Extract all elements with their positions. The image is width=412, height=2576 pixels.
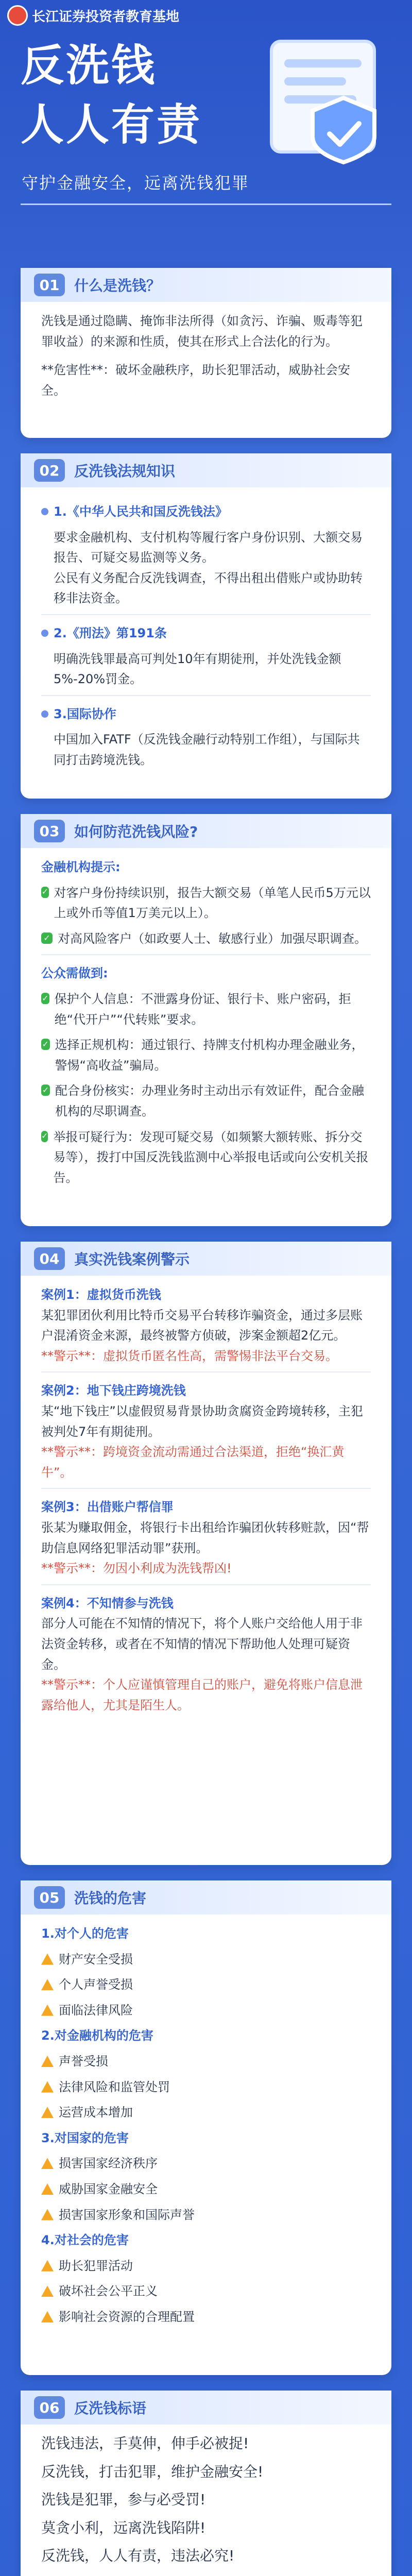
case-body: 部分人可能在不知情的情况下，将个人账户交给他人用于非法资金转移，或者在不知情的情况下帮助他人处理可疑资金。	[41, 1616, 363, 1672]
section-header	[21, 268, 391, 302]
harm-item-text: 助长犯罪活动	[59, 2258, 133, 2273]
law-heading: 2.《刑法》第191条	[54, 625, 167, 640]
harm-item	[41, 2307, 371, 2328]
case-heading: 案例3：出借账户帮信罪	[41, 1500, 174, 1515]
section-body	[21, 848, 391, 1205]
case-body: 某犯罪团伙利用比特币交易平台转移诈骗资金，通过多层账户混淆资金来源，最终被警方侦破，涉案金额超2亿元。	[41, 1308, 363, 1343]
divider	[41, 614, 371, 615]
public-item	[41, 1127, 371, 1189]
check-icon: ✓	[41, 1131, 48, 1142]
harm-item-text: 财产安全受损	[59, 1952, 133, 1967]
section-number: 06	[34, 2396, 65, 2419]
warning-icon	[41, 2107, 54, 2118]
logo-icon	[7, 5, 28, 26]
institution-item-text: 对高风险客户（如政要人士、敏感行业）加强尽职调查。	[58, 931, 367, 946]
header	[0, 0, 412, 268]
document-shield-illustration	[253, 36, 398, 165]
section-title: 反洗钱法规知识	[74, 463, 176, 480]
law-item	[41, 623, 371, 644]
law-heading: 3.国际协作	[54, 706, 116, 721]
section-title: 反洗钱标语	[74, 2400, 147, 2417]
harm-item-text: 影响社会资源的合理配置	[59, 2309, 195, 2324]
public-item	[41, 1035, 371, 1076]
slogan-list	[21, 2425, 391, 2576]
law-body: 中国加入FATF（反洗钱金融行动特别工作组），与国际共同打击跨境洗钱。	[54, 732, 360, 767]
harm-item-text: 法律风险和监管处罚	[59, 2079, 170, 2094]
section-header	[21, 814, 391, 848]
warning-icon	[41, 2183, 54, 2195]
warning-icon	[41, 2056, 54, 2067]
section-body	[21, 302, 391, 420]
section-title: 什么是洗钱？	[74, 277, 161, 294]
harm-item	[41, 2001, 371, 2021]
divider	[41, 1371, 371, 1372]
check-icon: ✓	[41, 933, 53, 944]
harm-item-text: 损害国家形象和国际声誉	[59, 2207, 195, 2222]
divider	[41, 1584, 371, 1585]
harm-group-heading: 3.对国家的危害	[41, 2130, 129, 2145]
title-line-2: 人人有责	[21, 99, 202, 150]
warning-icon	[41, 2285, 54, 2297]
public-item-text: 保护个人信息：不泄露身份证、银行卡、账户密码，拒绝“代开户”“代转账”要求。	[54, 991, 351, 1027]
harm-item	[41, 1950, 371, 1970]
harm-item-text: 威胁国家金融安全	[59, 2181, 158, 2196]
section-title: 洗钱的危害	[74, 1890, 147, 1907]
public-item	[41, 989, 371, 1030]
check-icon: ✓	[41, 993, 49, 1004]
bullet-icon	[41, 508, 48, 515]
harm-group-heading: 1.对个人的危害	[41, 1926, 129, 1941]
section-what-is-money-laundering	[21, 268, 391, 438]
check-icon: ✓	[41, 1084, 50, 1096]
harm-item	[41, 2103, 371, 2123]
warning-icon	[41, 2005, 54, 2016]
harm-item-text: 个人声誉受损	[59, 1977, 133, 1992]
slogan-item: 洗钱违法，手莫伸，伸手必被捉!	[41, 2435, 249, 2452]
harm-item-text: 面临法律风险	[59, 2003, 133, 2018]
divider	[41, 695, 371, 696]
slogan-item: 莫贪小利，远离洗钱陷阱!	[41, 2519, 206, 2536]
divider	[41, 954, 371, 955]
public-item	[41, 1081, 371, 1122]
section-harm	[21, 1880, 391, 2375]
section-header	[21, 1242, 391, 1276]
section-number: 02	[34, 459, 65, 482]
harm-item-text: 破坏社会公平正义	[59, 2284, 158, 2299]
harm-item	[41, 2281, 371, 2302]
brand-name: 长江证券投资者教育基地	[32, 9, 180, 25]
case-heading: 案例1：虚拟货币洗钱	[41, 1287, 161, 1302]
institution-item-text: 对客户身份持续识别，报告大额交易（单笔人民币5万元以上或外币等值1万美元以上）。	[54, 885, 371, 921]
harm-item	[41, 2052, 371, 2072]
harm-item-text: 声誉受损	[59, 2054, 108, 2069]
section-number: 04	[34, 1247, 65, 1270]
warning-icon	[41, 2260, 54, 2272]
warning-icon	[41, 2081, 54, 2093]
warning-icon	[41, 2158, 54, 2169]
slogan-item: 反洗钱，打击犯罪，维护金融安全!	[41, 2463, 264, 2480]
institution-intro: 金融机构提示:	[41, 860, 121, 874]
section-slogans	[21, 2391, 391, 2576]
section-prevention	[21, 814, 391, 1226]
section-header	[21, 453, 391, 487]
brand-logo	[7, 5, 179, 26]
section-body	[21, 1914, 391, 2344]
slogan-item: 反洗钱，人人有责，违法必究!	[41, 2547, 235, 2565]
title-line-1: 反洗钱	[21, 40, 157, 91]
law-item	[41, 502, 371, 522]
section-header	[21, 2391, 391, 2425]
law-body: 明确洗钱罪最高可判处10年有期徒刑，并处洗钱金额5%-20%罚金。	[54, 651, 341, 687]
case-warning: **警示**：虚拟货币匿名性高，需警惕非法平台交易。	[41, 1348, 338, 1363]
harm-item-text: 损害国家经济秩序	[59, 2156, 158, 2171]
bullet-icon	[41, 710, 48, 718]
header-divider	[21, 204, 391, 205]
public-intro: 公众需做到:	[41, 966, 108, 981]
case-body: 张某为赚取佣金，将银行卡出租给诈骗团伙转移赃款，因“帮助信息网络犯罪活动罪”获刑。	[41, 1520, 369, 1555]
harm-item	[41, 2205, 371, 2226]
institution-item	[41, 929, 371, 950]
section-title: 如何防范洗钱风险?	[74, 823, 198, 840]
section-title: 真实洗钱案例警示	[74, 1251, 190, 1268]
case-warning: **警示**：跨境资金流动需通过合法渠道，拒绝“换汇黄牛”。	[41, 1445, 345, 1480]
law-body: 要求金融机构、支付机构等履行客户身份识别、大额交易报告、可疑交易监测等义务。 公民有义务配合反洗钱调查，不得出租出借账户或协助转移非法资金。	[54, 530, 363, 606]
public-item-text: 配合身份核实：办理业务时主动出示有效证件，配合金融机构的尽职调查。	[55, 1083, 365, 1118]
harm-item-text: 运营成本增加	[59, 2105, 133, 2120]
harm-group-heading: 4.对社会的危害	[41, 2233, 129, 2248]
section-number: 05	[34, 1886, 65, 1909]
section-header	[21, 1880, 391, 1914]
bullet-icon	[41, 630, 48, 637]
warning-icon	[41, 2209, 54, 2221]
subtitle: 守护金融安全，远离洗钱犯罪	[22, 173, 250, 193]
harm-item	[41, 2179, 371, 2200]
case-warning: **警示**：勿因小利成为洗钱帮凶!	[41, 1561, 232, 1576]
warning-icon	[41, 1954, 54, 1965]
section-cases	[21, 1242, 391, 1865]
section-body	[21, 1276, 391, 1727]
public-item-text: 选择正规机构：通过银行、持牌支付机构办理金融业务，警惕“高收益”骗局。	[55, 1038, 364, 1073]
definition-paragraph: 洗钱是通过隐瞒、掩饰非法所得（如贪污、诈骗、贩毒等犯罪收益）的来源和性质，使其在形式上合法化的行为。	[41, 314, 363, 349]
harm-item	[41, 2256, 371, 2277]
harm-paragraph: **危害性**：破坏金融秩序，助长犯罪活动，威胁社会安全。	[41, 363, 350, 398]
public-item-text: 举报可疑行为：发现可疑交易（如频繁大额转账、拆分交易等），拨打中国反洗钱监测中心举报电话或向公安机关报告。	[53, 1129, 369, 1185]
check-icon: ✓	[41, 1039, 50, 1050]
warning-icon	[41, 1979, 54, 1990]
harm-item	[41, 2077, 371, 2098]
case-warning: **警示**：个人应谨慎管理自己的账户，避免将账户信息泄露给他人，尤其是陌生人。	[41, 1677, 363, 1713]
check-icon: ✓	[41, 887, 49, 898]
divider	[41, 1488, 371, 1489]
harm-group-heading: 2.对金融机构的危害	[41, 2028, 153, 2043]
section-number: 03	[34, 820, 65, 842]
law-heading: 1.《中华人民共和国反洗钱法》	[54, 504, 228, 519]
slogan-item	[41, 2570, 371, 2576]
warning-icon	[41, 2311, 54, 2323]
case-heading: 案例2：地下钱庄跨境洗钱	[41, 1383, 186, 1398]
section-number: 01	[34, 274, 65, 296]
case-body: 某“地下钱庄”以虚假贸易背景协助贪腐资金跨境转移，主犯被判处7年有期徒刑。	[41, 1403, 363, 1439]
section-body	[21, 487, 391, 782]
harm-item	[41, 2154, 371, 2174]
slogan-item: 洗钱是犯罪，参与必受罚!	[41, 2491, 206, 2509]
harm-item	[41, 1975, 371, 1995]
case-heading: 案例4：不知情参与洗钱	[41, 1596, 174, 1611]
institution-item	[41, 883, 371, 924]
section-laws	[21, 453, 391, 799]
law-item	[41, 704, 371, 725]
